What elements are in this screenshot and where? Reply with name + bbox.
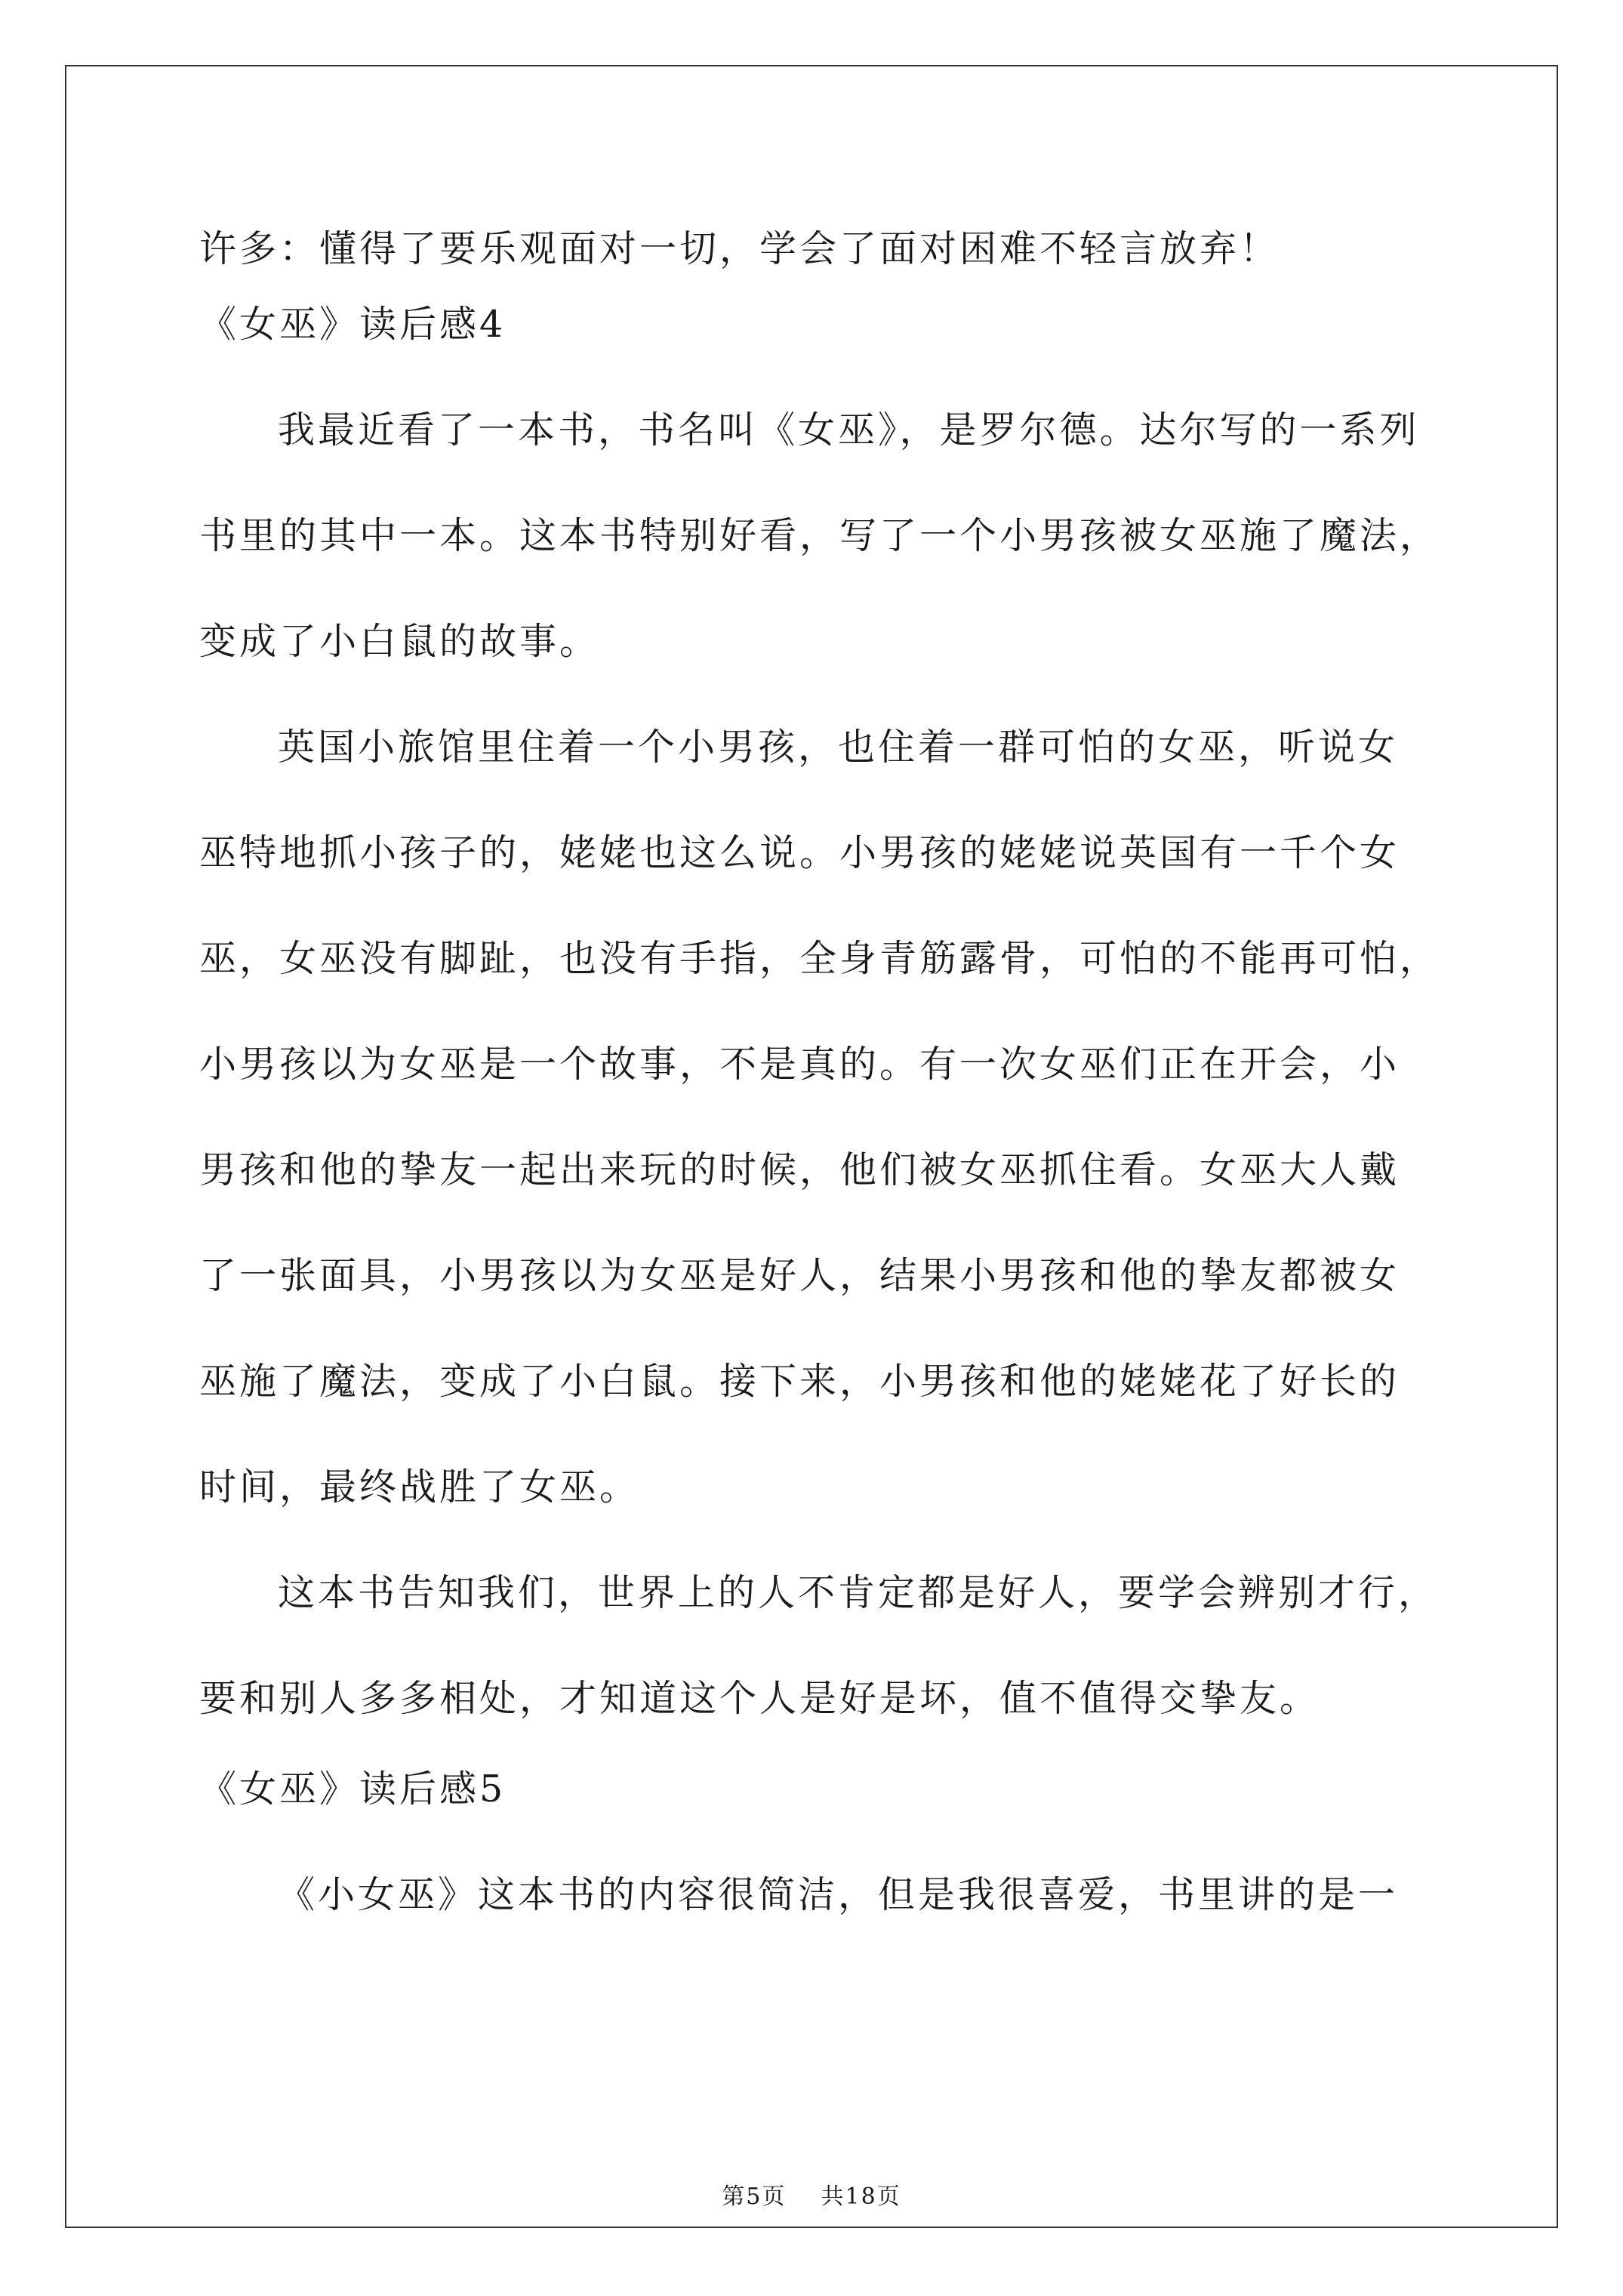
text-line: 变成了小白鼠的故事。 — [199, 620, 600, 663]
text-line: 《小女巫》这本书的内容很简洁，但是我很喜爱，书里讲的是一 — [278, 1873, 1399, 1916]
text-line: 书里的其中一本。这本书特别好看，写了一个小男孩被女巫施了魔法， — [199, 514, 1440, 557]
text-line: 巫施了魔法，变成了小白鼠。接下来，小男孩和他的姥姥花了好长的 — [199, 1360, 1400, 1403]
text-line: 小男孩以为女巫是一个故事，不是真的。有一次女巫们正在开会，小 — [199, 1043, 1400, 1086]
text-line: 时间，最终战胜了女巫。 — [199, 1465, 640, 1509]
page-total: 共18页 — [821, 2184, 901, 2210]
section-heading: 《女巫》读后感5 — [199, 1767, 507, 1811]
page-footer — [0, 2182, 1623, 2212]
text-line: 要和别人多多相处，才知道这个人是好是坏，值不值得交挚友。 — [199, 1677, 1320, 1720]
text-line: 英国小旅馆里住着一个小男孩，也住着一群可怕的女巫，听说女 — [278, 726, 1399, 769]
text-line: 这本书告知我们，世界上的人不肯定都是好人，要学会辨别才行， — [278, 1571, 1439, 1614]
text-line: 我最近看了一本书，书名叫《女巫》，是罗尔德。达尔写的一系列 — [278, 408, 1420, 451]
section-heading: 《女巫》读后感4 — [199, 303, 507, 346]
text-line: 男孩和他的挚友一起出来玩的时候，他们被女巫抓住看。女巫大人戴 — [199, 1148, 1400, 1191]
text-line: 许多：懂得了要乐观面对一切，学会了面对困难不轻言放弃！ — [199, 227, 1280, 270]
text-line: 了一张面具，小男孩以为女巫是好人，结果小男孩和他的挚友都被女 — [199, 1254, 1400, 1297]
page-number: 第5页 — [722, 2184, 787, 2210]
text-line: 巫特地抓小孩子的，姥姥也这么说。小男孩的姥姥说英国有一千个女 — [199, 831, 1400, 874]
text-line: 巫，女巫没有脚趾，也没有手指，全身青筋露骨，可怕的不能再可怕， — [199, 937, 1440, 980]
